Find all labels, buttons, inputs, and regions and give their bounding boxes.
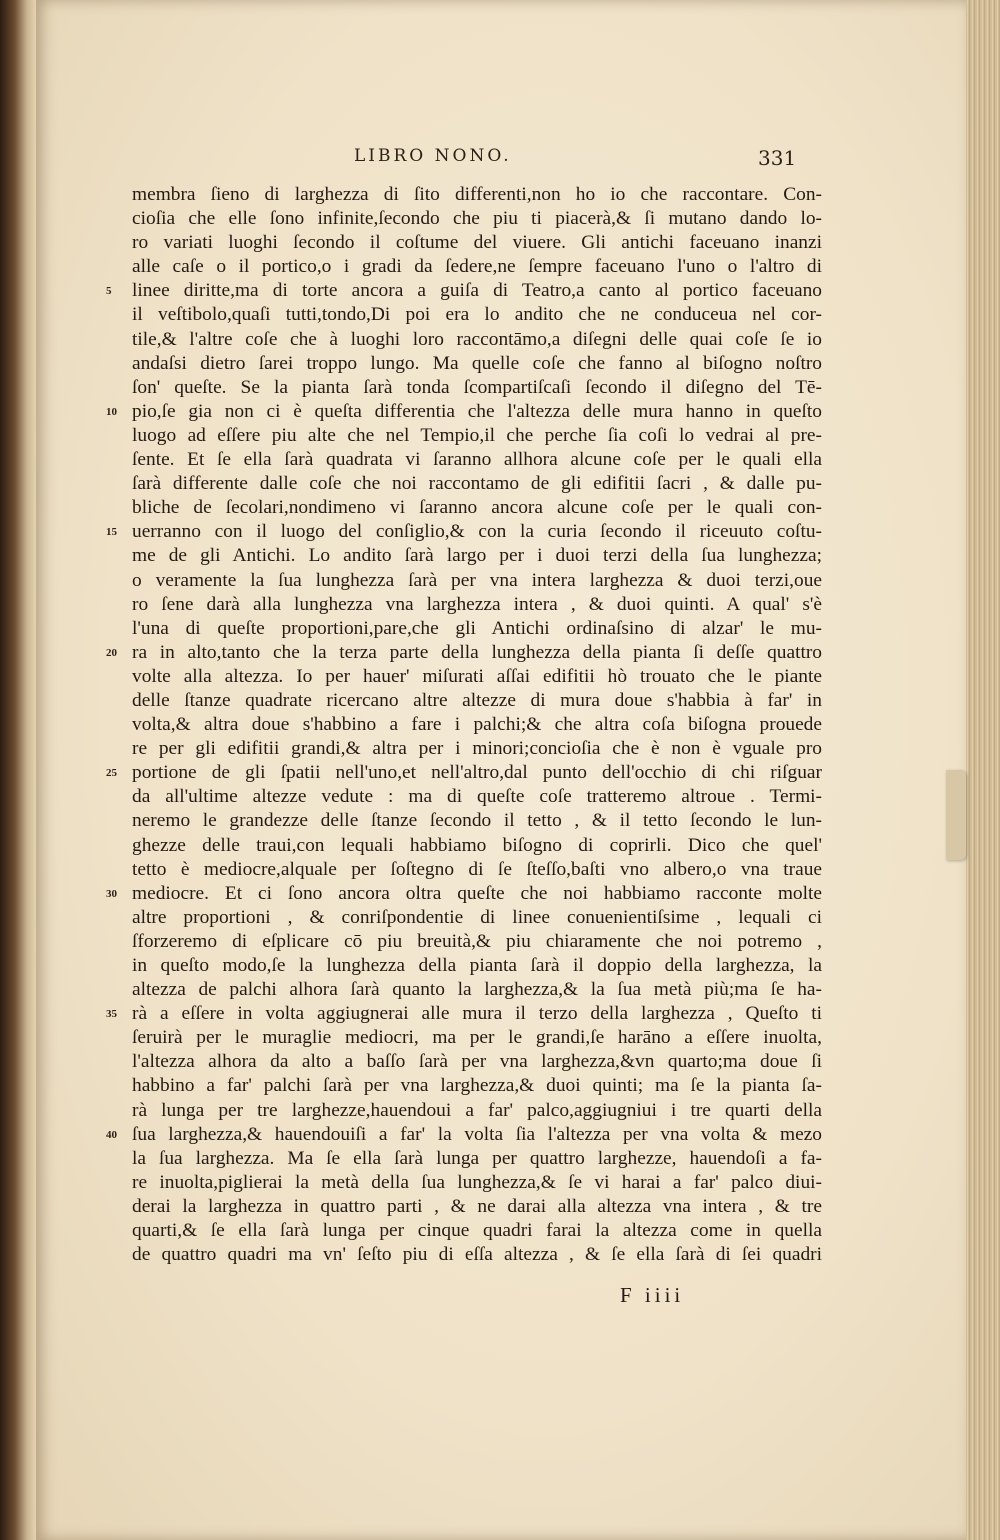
- text-line: rà lunga per tre larghezze,hauendoui a far' palco,aggiugniui i tre quarti della: [132, 1099, 822, 1121]
- text-line: ſua larghezza,& hauendouiſi a far' la volta ſia l'altezza per vna volta & mezo: [132, 1123, 822, 1145]
- text-line: re per gli edifitii grandi,& altra per i minori;concioſia che è non è vguale pro: [132, 738, 822, 760]
- running-head: LIBRO NONO.: [354, 146, 512, 166]
- text-line: l'altezza alhora da alto a baſſo ſarà per vna larghezza,&vn quarto;ma doue ſi: [132, 1051, 822, 1073]
- body-text: [132, 183, 822, 1267]
- text-line: linee diritte,ma di torte ancora a guiſa di Teatro,a canto al portico faceuano: [132, 280, 822, 302]
- text-line: da all'ultime altezze vedute : ma di queſte coſe tratteremo altroue . Termi-: [132, 786, 822, 808]
- text-line: habbino a far' palchi ſarà per vna larghezza,& duoi quinti; ma ſe la pianta ſa-: [132, 1075, 822, 1097]
- margin-line-number: 40: [106, 1128, 117, 1141]
- text-line: altre proportioni , & conriſpondentie di linee conuenientiſsime , lequali ci: [132, 906, 822, 928]
- text-line: de quattro quadri ma vn' ſeſto piu di eſſa altezza , & ſe ella ſarà di ſei quadri: [132, 1244, 822, 1266]
- text-line: volte alla altezza. Io per hauer' miſurati aſſai edifitii hò trouato che le piante: [132, 665, 822, 687]
- text-line: ſente. Et ſe ella ſarà quadrata vi ſaranno allhora alcune coſe per le quali ella: [132, 449, 822, 471]
- margin-line-number: 5: [106, 285, 112, 298]
- text-line: quarti,& ſe ella ſarà lunga per cinque quadri farai la altezza come in quella: [132, 1220, 822, 1242]
- text-line: pio,ſe gia non ci è queſta differentia che l'altezza delle mura hanno in queſto: [132, 400, 822, 422]
- text-line: rà a eſſere in volta aggiugnerai alle mura il terzo della larghezza , Queſto ti: [132, 1003, 822, 1025]
- margin-line-number: 20: [106, 646, 117, 659]
- page-number: 331: [758, 146, 797, 170]
- signature-mark: F iiii: [620, 1283, 685, 1307]
- margin-line-number: 25: [106, 767, 117, 780]
- text-line: la ſua larghezza. Ma ſe ella ſarà lunga per quattro larghezze, hauendoſi a fa-: [132, 1147, 822, 1169]
- text-line: cioſia che elle ſono infinite,ſecondo che piu ti piacerà,& ſi mutano dando lo-: [132, 208, 822, 230]
- page-stack-edge: [966, 0, 1000, 1540]
- margin-line-number: 15: [106, 526, 117, 539]
- text-line: neremo le grandezze delle ſtanze ſecondo il tetto , & il tetto ſecondo le lun-: [132, 810, 822, 832]
- text-line: ro variati luoghi ſecondo il coſtume del viuere. Gli antichi faceuano inanzi: [132, 232, 822, 254]
- margin-line-number: 30: [106, 887, 117, 900]
- text-line: ſarà differente dalle coſe che noi raccontamo de gli edifitii ſacri , & dalle pu-: [132, 473, 822, 495]
- text-line: altezza de palchi alhora ſarà quanto la larghezza,& la ſua metà più;ma ſe ha-: [132, 979, 822, 1001]
- text-line: portione de gli ſpatii nell'uno,et nell'altro,dal punto dell'occhio di chi riſguar: [132, 762, 822, 784]
- text-line: ro ſene darà alla lunghezza vna larghezza intera , & duoi quinti. A qual' s'è: [132, 593, 822, 615]
- text-line: bliche de ſecolari,nondimeno vi ſaranno ancora alcune coſe per le quali con-: [132, 497, 822, 519]
- text-line: me de gli Antichi. Lo andito ſarà largo per i duoi terzi della ſua lunghezza;: [132, 545, 822, 567]
- text-line: ra in alto,tanto che la terza parte della lunghezza della pianta ſi deſſe quattro: [132, 641, 822, 663]
- page-tab-marker: [946, 770, 966, 860]
- text-line: l'una di queſte proportioni,pare,che gli Antichi ordinaſsino di alzar' le mu-: [132, 617, 822, 639]
- text-line: membra ſieno di larghezza di ſito differenti,non ho io che raccontare. Con-: [132, 184, 822, 205]
- text-line: in queſto modo,ſe la lunghezza della pianta ſarà il doppio della larghezza, la: [132, 955, 822, 976]
- text-line: o veramente la ſua lunghezza ſarà per vna intera larghezza & duoi terzi,oue: [132, 569, 822, 591]
- text-line: luogo ad eſſere piu alte che nel Tempio,il che perche ſia coſi lo vedrai al pre-: [132, 424, 822, 446]
- book-page: [36, 0, 966, 1540]
- text-line: ſon' queſte. Se la pianta ſarà tonda ſcompartiſcaſi ſecondo il diſegno del Tē-: [132, 376, 822, 398]
- text-line: re inuolta,piglierai la metà della ſua lunghezza,& ſe vi harai a far' palco diui-: [132, 1171, 822, 1193]
- text-line: il veſtibolo,quaſi tutti,tondo,Di poi era lo andito che ne conduceua nel cor-: [132, 304, 822, 326]
- text-line: delle ſtanze quadrate ricercano altre altezze di mura doue s'habbia à far' in: [132, 689, 822, 711]
- text-line: andaſsi dietro ſarei troppo lungo. Ma quelle coſe che fanno al biſogno noſtro: [132, 352, 822, 374]
- margin-line-number: 35: [106, 1008, 117, 1021]
- text-line: uerranno con il luogo del conſiglio,& con la curia ſecondo il riceuuto coſtu-: [132, 521, 822, 543]
- margin-line-number: 10: [106, 405, 117, 418]
- text-line: tetto è mediocre,alquale per ſoſtegno di ſe ſteſſo,baſti vno albero,o vna traue: [132, 858, 822, 880]
- text-line: ſeruirà per le muraglie mediocri, ma per le grandi,ſe harāno a eſſere inuolta,: [132, 1027, 822, 1049]
- book-binding-edge: [0, 0, 36, 1540]
- text-line: alle caſe o il portico,o i gradi da ſedere,ne ſempre faceuano l'uno o l'altro di: [132, 256, 822, 278]
- text-line: tile,& l'altre coſe che à luoghi loro raccontāmo,a diſegni delle quai coſe ſe io: [132, 328, 822, 350]
- text-line: ſforzeremo di eſplicare cō piu breuità,& piu chiaramente che noi potremo ,: [132, 930, 822, 952]
- text-line: volta,& altra doue s'habbino a fare i palchi;& che altra coſa biſogna prouede: [132, 714, 822, 736]
- text-line: derai la larghezza in quattro parti , & ne darai alla altezza vna intera , & tre: [132, 1195, 822, 1217]
- text-line: mediocre. Et ci ſono ancora oltra queſte che noi habbiamo racconte molte: [132, 882, 822, 904]
- text-line: ghezze delle traui,con lequali habbiamo biſogno di coprirli. Dico che quel': [132, 834, 822, 856]
